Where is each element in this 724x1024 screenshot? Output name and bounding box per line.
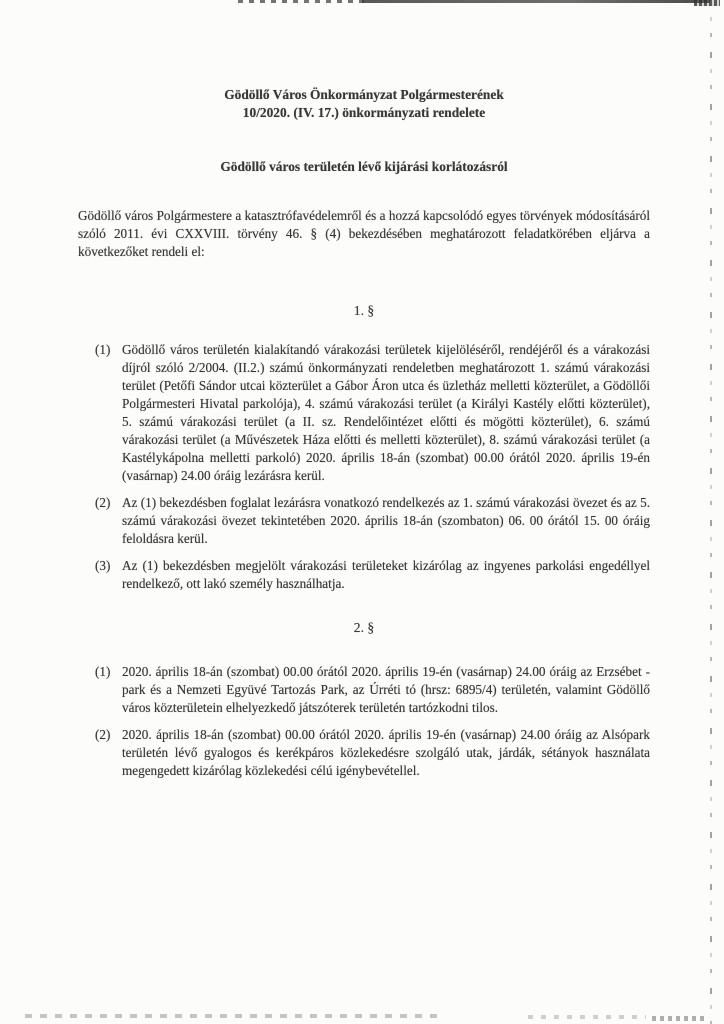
- decree-issuer-line: Gödöllő Város Önkormányzat Polgármesterének: [224, 87, 504, 102]
- preamble-paragraph: Gödöllő város Polgármestere a katasztrófavédelemről és a hozzá kapcsolódó egyes törvények módosításáról szóló 2011. évi CXXVIII. törvény 46. § (4) bekezdésében meghatározott feladatkörében eljárva a következőket rendeli el:: [78, 208, 650, 259]
- scan-artifact-bottom-mid-speckle: [528, 1015, 646, 1019]
- document-title: [78, 86, 650, 121]
- item-text: Az (1) bekezdésben foglalat lezárásra vonatkozó rendelkezés az 1. számú várakozási övezet és az 5. számú várakozási övezet tekintetében 2020. április 18-án (szombaton) 06. 00 órától 15. 00 óráig feloldásra kerül.: [122, 495, 650, 546]
- scan-artifact-right-edge-speckle: [710, 0, 712, 1024]
- section-1-items: [78, 341, 650, 593]
- item-text: 2020. április 18-án (szombat) 00.00 órától 2020. április 19-én (vasárnap) 24.00 óráig az Alsópark területén lévő gyalogos és kerékpáros közlekedésre szolgáló utak, járdák, sétányok használata megengedett kizárólag közlekedési célú igénybevétellel.: [122, 727, 650, 778]
- section-2-item-1: [78, 663, 650, 717]
- item-text: Gödöllő város területén kialakítandó várakozási területek kijelöléséről, rendéjéről és a várakozási díjról szóló 2/2004. (II.2.) számú önkormányzati rendeletben meghatározott 1. számú várakozási terület (Petőfi Sándor utcai közterület a Gábor Áron utca és üzletház melletti közterület, a Gödöllői Polgármesteri Hivatal parkolója), 4. számú várakozási terület (a Királyi Kastély előtti közterület), 5. számú várakozási terület (a II. sz. Rendelőintézet előtti és mögötti közterület), 6. számú várakozási terület (a Művészetek Háza előtti és melletti közterület), 8. számú várakozási terület (a Kastélykápolna melletti parkoló) 2020. április 18-án (szombat) 00.00 órától 2020. április 19-én (vasárnap) 24.00 óráig lezárásra kerül.: [122, 342, 650, 483]
- section-1-heading: 1. §: [353, 303, 375, 318]
- item-text: Az (1) bekezdésben megjelölt várakozási területeket kizárólag az ingyenes parkolási engedéllyel rendelkező, ott lakó személy használhatja.: [122, 558, 650, 591]
- decree-number-line: 10/2020. (IV. 17.) önkormányzati rendelete: [242, 104, 486, 120]
- item-number: (1): [95, 342, 111, 357]
- section-2-item-2: [78, 726, 650, 780]
- section-2-heading: 2. §: [353, 620, 375, 635]
- item-number: (2): [95, 495, 111, 510]
- item-text: 2020. április 18-án (szombat) 00.00 órától 2020. április 19-én (vasárnap) 24.00 óráig az Erzsébet -park és a Nemzeti Együvé Tartozás Park, az Úrréti tó (hrsz: 6895/4) területén, valamint Gödöllő város közterületein elhelyezkedő játszóterek területén tartózkodni tilos.: [122, 664, 650, 715]
- decree-subject-line: Gödöllő város területén lévő kijárási korlátozásról: [220, 159, 508, 174]
- section-1-item-3: [78, 557, 650, 593]
- scan-artifact-bottom-right-speckle: [652, 1016, 704, 1021]
- section-2-items: [78, 663, 650, 780]
- scan-artifact-bottom-left-speckle: [25, 1014, 445, 1018]
- item-number: (3): [95, 558, 111, 573]
- item-number: (2): [95, 727, 111, 742]
- section-1-item-2: [78, 494, 650, 548]
- section-1-item-1: [78, 341, 650, 485]
- document-content: [78, 0, 650, 789]
- item-number: (1): [95, 664, 111, 679]
- scan-artifact-top-right-blob: [694, 0, 720, 6]
